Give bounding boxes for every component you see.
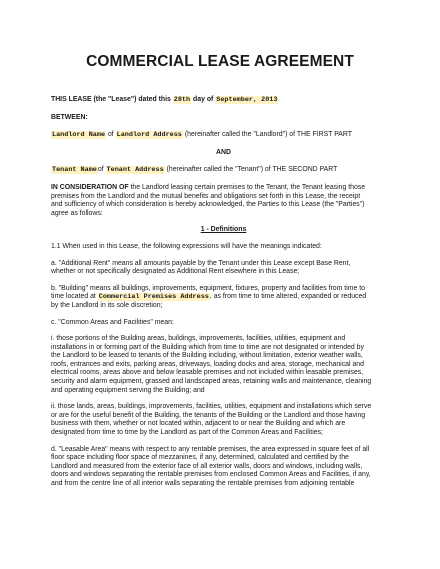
- definition-b-line-1: b. "Building" means all buildings, improvements, equipment, fixtures, property and facilities from time to: [51, 284, 365, 292]
- d-line-5: and from the centre line of all interior walls separating the rentable premises from adjoining rentable: [51, 480, 355, 487]
- definition-b-line-2b: , as from time to time altered, expanded or reduced: [209, 293, 367, 301]
- d-line-3: Landlord and measured from the exterior face of all exterior walls, doors and windows, including walls,: [51, 462, 363, 470]
- day-of-text: day of: [193, 96, 214, 103]
- d-line-4: doors and windows separating the rentable premises from enclosed Common Areas and Facilities, if any,: [51, 471, 371, 479]
- landlord-address-field[interactable]: Landlord Address: [116, 131, 182, 140]
- definition-a: [51, 260, 396, 277]
- day-field[interactable]: 28th: [173, 96, 191, 104]
- definition-b-line-3: by the Landlord in its sole discretion;: [51, 301, 163, 309]
- d-line-2: floor space including floor space of mezzanines, if any, determined, calculated and certified by the: [51, 454, 349, 462]
- premises-address-field[interactable]: Commercial Premises Address: [98, 293, 209, 302]
- c-i-line-6: security and alarm equipment, grassed and landscaped areas, retaining walls and maintenance, cleaning: [51, 378, 372, 386]
- definition-a-line-1: a. "Additional Rent" means all amounts payable by the Tenant under this Lease except Base Rent,: [51, 259, 351, 267]
- consideration-paragraph: [51, 184, 396, 218]
- lease-date-text: THIS LEASE (the "Lease") dated this: [51, 96, 171, 103]
- c-i-line-7: and operating equipment serving the Building; and: [51, 386, 205, 394]
- landlord-of-text: of: [107, 131, 114, 139]
- definition-b-line-2a: time located at: [51, 293, 96, 301]
- consideration-lead: IN CONSIDERATION OF: [51, 183, 129, 191]
- definition-a-line-2: whether or not specifically designated as Additional Rent elsewhere in this Lease;: [51, 268, 300, 276]
- definition-c-i: [51, 335, 396, 395]
- document-body: [51, 96, 396, 489]
- c-ii-line-4: designated from time to time by the Landlord as part of the Common Areas and Facilities;: [51, 429, 323, 437]
- consideration-line-2: premises from the Landlord and the mutual benefits and obligations set forth in this Lease, the receipt: [51, 192, 361, 200]
- d-line-1: d. "Leasable Area" means with respect to any rentable premises, the area expressed in square feet of all: [51, 445, 370, 453]
- definition-b: [51, 285, 396, 311]
- and-label: AND: [216, 148, 231, 156]
- tenant-tail-text: (hereinafter called the "Tenant") of THE SECOND PART: [166, 166, 338, 174]
- c-ii-line-3: business with them, whether or not located within, adjacent to or near the Building and which are: [51, 420, 346, 428]
- lease-date-line: [51, 96, 396, 105]
- c-i-line-1: i. those portions of the Building areas, buildings, improvements, facilities, utilities, equipment and: [51, 335, 346, 343]
- page-title: COMMERCIAL LEASE AGREEMENT: [86, 53, 354, 70]
- landlord-name-field[interactable]: Landlord Name: [52, 131, 106, 140]
- month-year-field[interactable]: September, 2013: [216, 96, 278, 104]
- consideration-line-4: agree as follows:: [51, 209, 103, 217]
- landlord-line: [51, 131, 396, 140]
- consideration-line-3: and sufficiency of which consideration is hereby acknowledged, the Parties to this Lease (the "Parties"): [51, 201, 365, 209]
- c-i-line-5: electrical rooms, areas above and below leasable premises and not included within leasable premises,: [51, 369, 364, 377]
- definition-c-ii: [51, 403, 396, 437]
- c-i-line-2: installations in or forming part of the Building which from time to time are not designated or intended by: [51, 343, 364, 351]
- consideration-line-1: the Landlord leasing certain premises to the Tenant, the Tenant leasing those: [128, 183, 366, 191]
- tenant-line: [51, 166, 396, 175]
- definition-c: c. "Common Areas and Facilities" mean:: [51, 318, 174, 326]
- c-i-line-4: roofs, entrances and exits, parking areas, driveways, loading docks and area, storage, mechanical and: [51, 360, 364, 368]
- between-label: BETWEEN:: [51, 113, 88, 121]
- tenant-address-field[interactable]: Tenant Address: [106, 166, 164, 175]
- c-ii-line-2: or are for the useful benefit of the Building, the tenants of the Building or the Landlord and those having: [51, 411, 366, 419]
- tenant-of-text: of: [97, 166, 104, 174]
- landlord-tail-text: (hereinafter called the "Landlord") of THE FIRST PART: [184, 131, 352, 139]
- definition-d: [51, 446, 396, 489]
- c-ii-line-1: ii. those lands, areas, buildings, improvements, facilities, utilities, equipment and installations which serve: [51, 403, 372, 411]
- definitions-intro: 1.1 When used in this Lease, the following expressions will have the meanings indicated:: [51, 242, 322, 250]
- c-i-line-3: the Landlord to be leased to tenants of the Building including, without limitation, exterior weather walls,: [51, 352, 363, 360]
- tenant-name-field[interactable]: Tenant Name: [52, 166, 97, 175]
- section-heading-definitions: 1 - Definitions: [200, 226, 247, 234]
